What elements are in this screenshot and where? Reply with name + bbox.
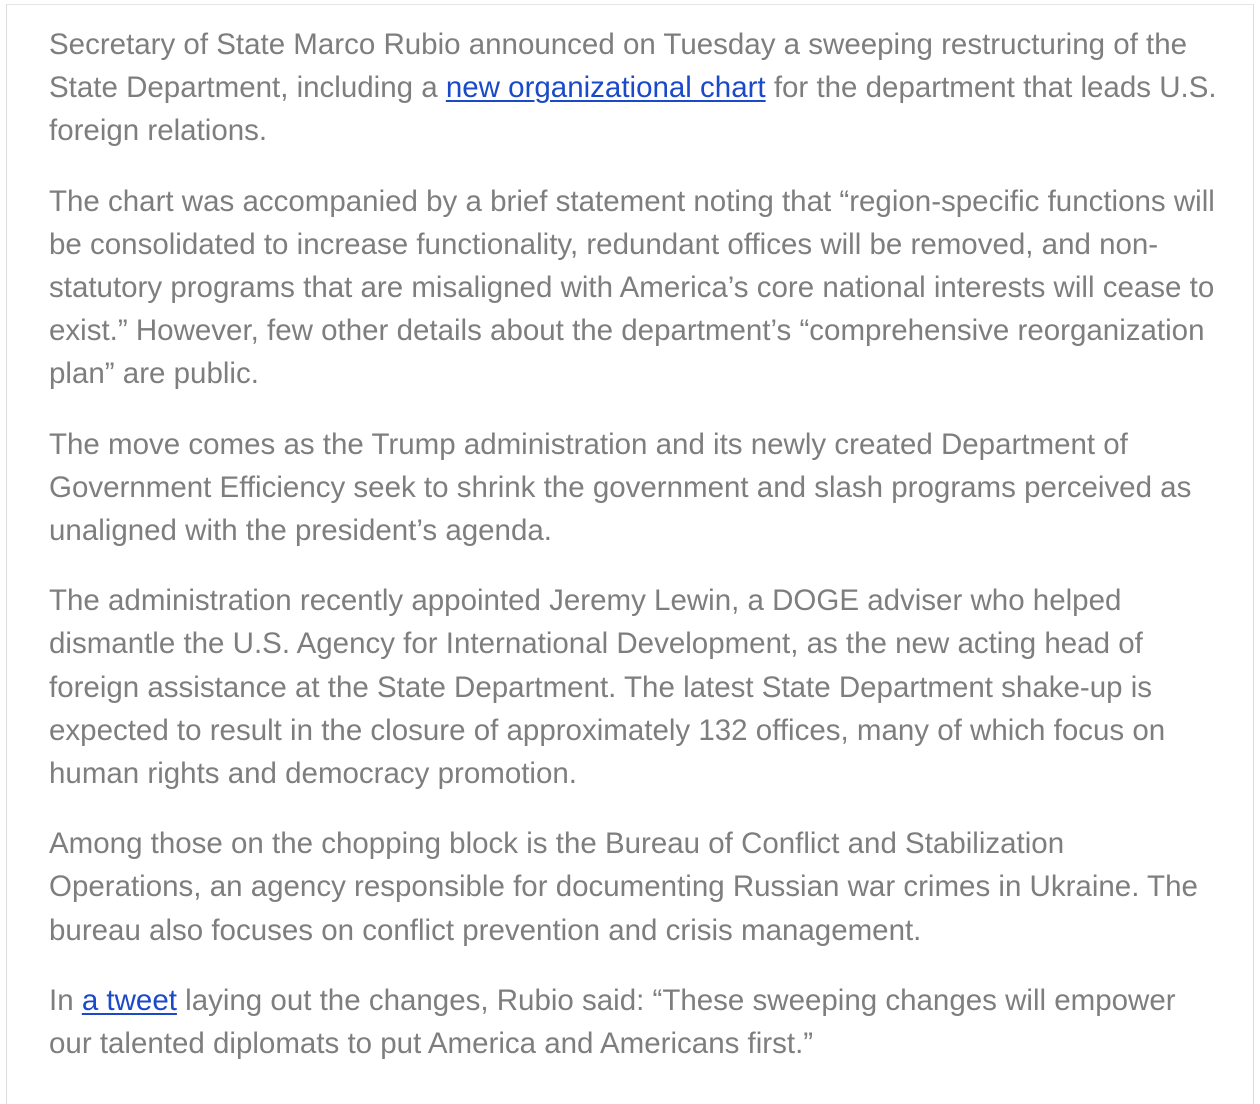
article-body [49, 23, 1219, 1092]
article-frame [6, 4, 1254, 1104]
paragraph-6-text-after: laying out the changes, Rubio said: “These sweeping changes will empower our talented diplomats to put America and Americans first.” [49, 983, 1176, 1061]
paragraph-1-text-after: for the department that leads U.S. foreign relations. [49, 71, 1217, 148]
paragraph-2: The chart was accompanied by a brief statement noting that “region-specific functions will be consolidated to increase functionality, redundant offices will be removed, and non-statutory programs that are misaligned with America’s core national interests will cease to exist.” However, few other details about the department’s “comprehensive reorganization plan” are public. [49, 184, 1215, 391]
org-chart-link[interactable]: new organizational chart [445, 71, 766, 105]
tweet-link[interactable]: a tweet [81, 983, 177, 1017]
paragraph-6 [49, 979, 1219, 1065]
paragraph-5: Among those on the chopping block is the Bureau of Conflict and Stabilization Operations, an agency responsible for documenting Russian war crimes in Ukraine. The bureau also focuses on conflict prevention and crisis management. [49, 827, 1198, 947]
paragraph-6-text-before: In [49, 983, 82, 1017]
paragraph-4: The administration recently appointed Jeremy Lewin, a DOGE adviser who helped dismantle the U.S. Agency for International Development, as the new acting head of foreign assistance at the State Department. The latest State Department shake-up is expected to result in the closure of approximately 132 offices, many of which focus on human rights and democracy promotion. [49, 584, 1166, 791]
paragraph-3: The move comes as the Trump administration and its newly created Department of Government Efficiency seek to shrink the government and slash programs perceived as unaligned with the president’s agenda. [49, 427, 1192, 548]
paragraph-1 [49, 23, 1219, 153]
paragraph-1-text-before: Secretary of State Marco Rubio announced on Tuesday a sweeping restructuring of the State Department, including a [49, 28, 1188, 105]
